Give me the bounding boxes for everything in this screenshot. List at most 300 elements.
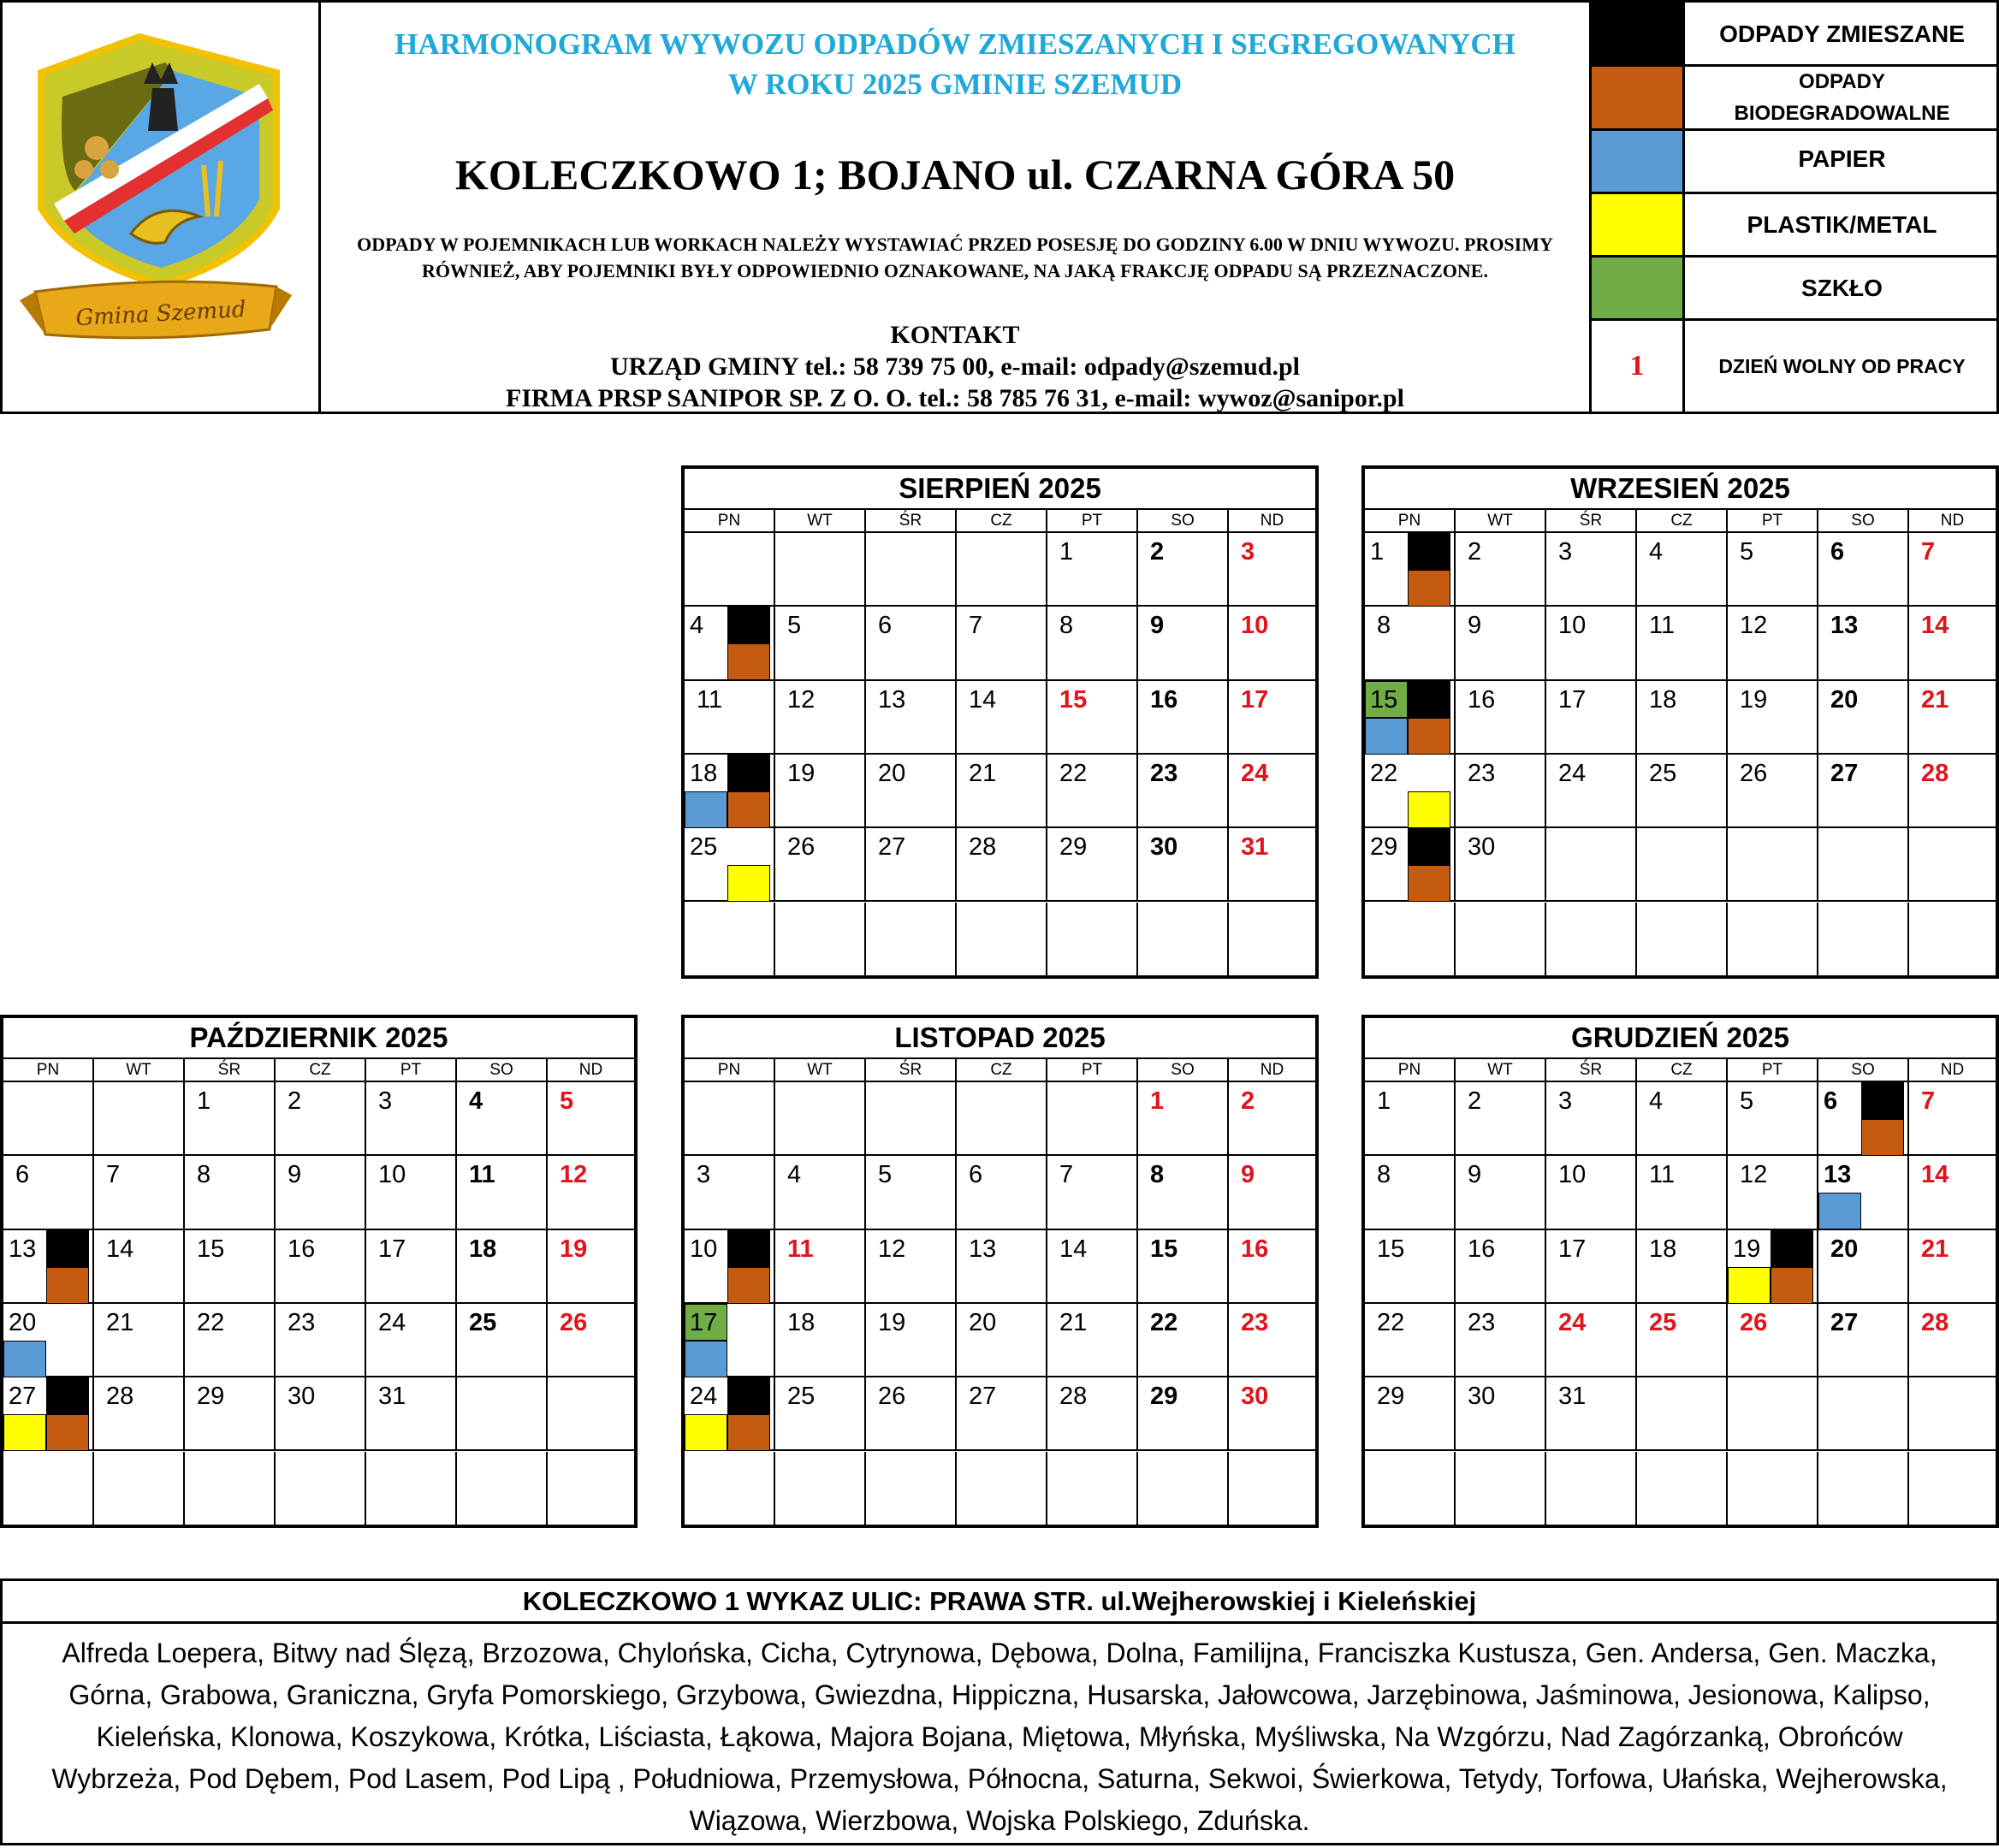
weekday-header: ND [548,1059,634,1082]
day-number: 12 [878,1235,906,1263]
day-cell [1818,681,1909,755]
day-cell [866,1156,957,1229]
day-number: 19 [560,1235,588,1263]
pickup-mixed-marker [1861,1082,1904,1119]
day-number: 7 [1921,1087,1936,1115]
weekday-header: ŚR [866,510,957,533]
weekday-header: PN [685,1059,775,1082]
day-cell [1728,1156,1818,1229]
day-cell [548,1082,634,1156]
day-number: 23 [1468,759,1496,787]
day-cell [1909,828,1996,902]
day-number: 24 [1558,759,1587,787]
day-cell [1047,1082,1138,1156]
weekday-header: ND [1909,510,1996,533]
day-cell [1365,1304,1456,1377]
day-number: 16 [1241,1235,1269,1263]
day-cell [1456,1156,1546,1229]
day-number: 8 [1377,1161,1391,1189]
day-cell [94,1156,185,1229]
day-cell [1456,607,1546,680]
day-number: 13 [1824,1161,1852,1189]
day-cell [1546,607,1637,680]
day-cell [1456,1452,1546,1525]
day-cell [866,533,957,607]
day-cell [1728,681,1818,755]
day-cell [1909,903,1996,976]
day-number: 12 [560,1161,588,1189]
header-center [321,3,1592,412]
contact-company: FIRMA PRSP SANIPOR SP. Z O. O. tel.: 58 785 76 31, e-mail: wywoz@sanipor.pl [506,384,1404,412]
day-number: 27 [1830,759,1859,787]
day-number: 22 [197,1308,225,1336]
day-number: 7 [106,1161,121,1189]
pickup-bio-marker [1408,718,1450,755]
day-cell [1728,533,1818,607]
month-calendar [1361,465,1999,979]
legend-swatch-plastic [1592,194,1682,258]
street-list: Alfreda Loepera, Bitwy nad Ślęzą, Brzozowa, Chylońska, Cicha, Cytrynowa, Dębowa, Dolna, Familijna, Franciszka Kustusza, Gen. Andersa, Gen. Maczka, Górna, Grabowa, Graniczna, Gryfa Pomorskiego, Grzybowa, Gwiezdna, Hippiczna, Husarska, Jałowcowa, Jarzębinowa, Jaśminowa, Jesionowa, Kalipso, Kieleńska, Klonowa, Koszykowa, Krótka, Liściasta, Łąkowa, Majora Bojana, Miętowa, Młyńska, Myśliwska, Na Wzgórzu, Nad Zagórzanką, Obrońców Wybrzeża, Pod Dębem, Pod Lasem, Pod Lipą , Południowa, Przemysłowa, Północna, Saturna, Sekwoi, Świerkowa, Tetydy, Torfowa, Ułańska, Wejherowska, Wiązowa, Wierzbowa, Wojska Polskiego, Zduńska. [51,1638,1948,1836]
day-number: 21 [1059,1308,1088,1336]
day-cell [866,1304,957,1377]
day-number: 9 [1150,612,1165,640]
day-number: 26 [878,1383,906,1411]
day-number: 10 [1241,612,1269,640]
day-cell [1818,903,1909,976]
day-cell [1047,1156,1138,1229]
day-cell [1546,1304,1637,1377]
day-number: 3 [378,1087,393,1115]
day-cell [1229,607,1315,680]
day-number: 7 [969,612,983,640]
month-title: LISTOPAD 2025 [685,1018,1315,1059]
pickup-bio-marker [1408,865,1450,902]
day-cell [775,903,866,976]
header [0,0,1999,414]
day-number: 4 [469,1087,483,1115]
day-number: 24 [378,1308,406,1336]
weekday-header: CZ [957,510,1047,533]
day-number: 30 [288,1383,316,1411]
day-number: 2 [1241,1087,1255,1115]
day-cell [957,1156,1047,1229]
day-number: 14 [1059,1235,1088,1263]
day-cell [366,1304,457,1377]
weekday-header: ŚR [1546,1059,1637,1082]
day-number: 5 [878,1161,893,1189]
day-cell [276,1304,366,1377]
day-number: 12 [1740,1161,1768,1189]
weekday-header: CZ [276,1059,366,1082]
day-cell [1365,533,1456,607]
day-number: 16 [1150,685,1178,714]
day-cell [1456,681,1546,755]
day-number: 27 [1830,1308,1859,1336]
day-cell [1456,903,1546,976]
day-cell [457,1377,548,1451]
day-cell [775,681,866,755]
day-number: 1 [1150,1087,1165,1115]
day-cell [685,1452,775,1525]
day-cell [276,1377,366,1451]
day-cell [685,533,775,607]
day-number: 6 [878,612,893,640]
day-number: 2 [1150,538,1165,566]
day-cell [866,903,957,976]
pickup-paper-marker [685,1341,727,1377]
day-number: 10 [378,1161,406,1189]
day-number: 2 [1468,1087,1482,1115]
pickup-mixed-marker [1408,681,1450,718]
day-cell [276,1230,366,1304]
day-cell [957,1377,1047,1451]
day-cell [185,1377,276,1451]
day-cell [1138,681,1229,755]
weekday-header: PT [1728,1059,1818,1082]
day-number: 31 [378,1383,406,1411]
day-cell [366,1156,457,1229]
day-number: 9 [1468,1161,1482,1189]
day-cell [1818,828,1909,902]
day-number: 21 [1921,685,1949,714]
pickup-mixed-marker [727,755,770,791]
day-cell [1229,1377,1315,1451]
day-cell [1229,681,1315,755]
day-number: 8 [197,1161,211,1189]
day-cell [1365,1377,1456,1451]
weekday-header: PN [1365,510,1456,533]
day-cell [685,755,775,828]
day-cell [957,1082,1047,1156]
weekday-header: SO [457,1059,548,1082]
day-number: 6 [15,1161,30,1189]
day-number: 30 [1468,833,1496,862]
weekday-header: ŚR [866,1059,957,1082]
day-number: 26 [1740,759,1768,787]
day-number: 15 [1059,685,1088,714]
weekday-header: PT [1047,510,1138,533]
day-cell [1637,1156,1728,1229]
pickup-bio-marker [727,791,770,828]
legend-label-paper: PAPIER [1682,131,1999,194]
day-cell [457,1452,548,1525]
pickup-mixed-marker [727,1377,770,1414]
weekday-header: SO [1138,510,1229,533]
day-cell [185,1452,276,1525]
day-cell [775,1304,866,1377]
day-cell [1365,755,1456,828]
day-cell [685,1156,775,1229]
day-cell [3,1082,94,1156]
day-cell [94,1230,185,1304]
day-number: 14 [1921,1161,1949,1189]
legend-label-glass: SZKŁO [1682,258,1999,321]
day-cell [94,1082,185,1156]
day-cell [1546,755,1637,828]
day-cell [457,1156,548,1229]
weekday-header: SO [1818,1059,1909,1082]
day-cell [1456,533,1546,607]
day-number: 23 [288,1308,316,1336]
day-number: 12 [787,685,816,714]
day-number: 16 [1468,1235,1496,1263]
day-cell [1047,755,1138,828]
legend-swatch-mixed [1592,3,1682,67]
day-number: 5 [1740,1087,1754,1115]
day-cell [366,1377,457,1451]
day-cell [685,1230,775,1304]
gmina-coat-of-arms-logo [3,3,321,412]
day-cell [1728,1304,1818,1377]
day-cell [1637,607,1728,680]
day-cell [775,533,866,607]
day-number: 19 [878,1308,906,1336]
day-cell [1229,1230,1315,1304]
day-number: 5 [1740,538,1754,566]
day-cell [957,533,1047,607]
day-number: 5 [787,612,802,640]
day-number: 23 [1468,1308,1496,1336]
day-number: 7 [1921,538,1936,566]
pickup-plastic-marker [685,1414,727,1451]
day-cell [957,607,1047,680]
day-number: 28 [1921,759,1949,787]
day-cell [1728,755,1818,828]
notice-text: ODPADY W POJEMNIKACH LUB WORKACH NALEŻY WYSTAWIAĆ PRZED POSESJĘ DO GODZINY 6.00 W DNIU WYWOZU. PROSIMY RÓWNIEŻ, ABY POJEMNIKI BYŁY ODPOWIEDNIO OZNAKOWANE, NA JAKĄ FRAKCJĘ ODPADU SĄ PRZEZNACZONE. [357,234,1553,281]
day-cell [1138,607,1229,680]
day-cell [1365,681,1456,755]
day-number: 24 [690,1383,718,1411]
day-cell [1047,681,1138,755]
day-cell [1909,1452,1996,1525]
day-number: 1 [1377,1087,1391,1115]
day-number: 27 [969,1383,997,1411]
day-cell [866,1452,957,1525]
day-number: 16 [288,1235,316,1263]
day-cell [1637,1304,1728,1377]
day-number: 31 [1241,833,1269,862]
day-cell [3,1377,94,1451]
day-cell [1909,681,1996,755]
day-number: 10 [1558,612,1587,640]
pickup-paper-marker [3,1341,46,1377]
day-cell [1365,1452,1456,1525]
day-number: 11 [1649,1161,1676,1189]
day-number: 13 [1830,612,1859,640]
legend-swatch-paper [1592,131,1682,194]
day-cell [1138,1304,1229,1377]
day-cell [957,755,1047,828]
day-cell [957,903,1047,976]
day-cell [685,1304,775,1377]
day-cell [1229,533,1315,607]
day-number: 13 [878,685,906,714]
day-cell [1728,1230,1818,1304]
weekday-header: WT [1456,1059,1546,1082]
day-number: 25 [1649,759,1677,787]
contact-heading: KONTAKT [890,321,1020,349]
day-number: 28 [1921,1308,1949,1336]
day-number: 26 [1740,1308,1768,1336]
weekday-header: SO [1138,1059,1229,1082]
day-cell [1138,755,1229,828]
day-number: 21 [106,1308,134,1336]
day-number: 14 [106,1235,134,1263]
contact-office: URZĄD GMINY tel.: 58 739 75 00, e-mail: odpady@szemud.pl [610,352,1300,381]
day-number: 11 [469,1161,495,1189]
day-cell [1909,607,1996,680]
day-cell [1818,1156,1909,1229]
day-cell [775,1452,866,1525]
day-number: 18 [469,1235,497,1263]
day-cell [866,607,957,680]
day-number: 1 [1059,538,1074,566]
day-cell [276,1156,366,1229]
day-cell [775,828,866,902]
day-cell [1637,1230,1728,1304]
day-cell [866,1082,957,1156]
day-cell [1229,1082,1315,1156]
pickup-bio-marker [1771,1267,1813,1304]
street-list-title: KOLECZKOWO 1 WYKAZ ULIC: PRAWA STR. ul.Wejherowskiej i Kieleńskiej [3,1581,1996,1624]
day-number: 18 [787,1308,816,1336]
day-cell [94,1377,185,1451]
day-number: 18 [1649,685,1677,714]
day-cell [1365,1156,1456,1229]
day-number: 9 [288,1161,302,1189]
day-cell [1546,1082,1637,1156]
day-cell [366,1230,457,1304]
day-cell [1637,1452,1728,1525]
day-cell [1818,1377,1909,1451]
day-number: 20 [9,1308,37,1336]
day-number: 7 [1059,1161,1074,1189]
day-cell [1909,1156,1996,1229]
day-cell [1546,1156,1637,1229]
weekday-header: ŚR [1546,510,1637,533]
day-cell [1138,828,1229,902]
pickup-bio-marker [1861,1119,1904,1156]
day-cell [1728,1082,1818,1156]
day-number: 4 [1649,1087,1664,1115]
day-number: 20 [1830,1235,1859,1263]
legend-holiday-sample [1592,321,1682,412]
weekday-header: PT [1047,1059,1138,1082]
holiday-sample-number: 1 [1629,350,1645,382]
day-number: 13 [9,1235,37,1263]
day-cell [1456,1082,1546,1156]
day-number: 17 [378,1235,406,1263]
day-number: 15 [1377,1235,1405,1263]
day-number: 30 [1241,1383,1269,1411]
day-number: 31 [1558,1383,1587,1411]
day-cell [3,1156,94,1229]
day-cell [957,1452,1047,1525]
day-number: 30 [1150,833,1178,862]
day-number: 26 [787,833,816,862]
day-cell [1818,1082,1909,1156]
weekday-header: ND [1229,1059,1315,1082]
day-cell [185,1304,276,1377]
day-cell [1138,1156,1229,1229]
pickup-bio-marker [727,1267,770,1304]
day-number: 24 [1241,759,1269,787]
month-calendar [0,1015,638,1528]
day-number: 28 [969,833,997,862]
day-number: 9 [1241,1161,1255,1189]
schedule-title-line2: W ROKU 2025 GMINIE SZEMUD [727,68,1183,101]
day-number: 17 [1558,685,1587,714]
weekday-header: PN [3,1059,94,1082]
pickup-bio-marker [727,1414,770,1451]
street-list-box [0,1578,1999,1845]
day-number: 22 [1059,759,1088,787]
day-cell [685,1082,775,1156]
day-number: 29 [1377,1383,1405,1411]
day-number: 20 [969,1308,997,1336]
day-cell [1637,828,1728,902]
day-cell [1546,533,1637,607]
day-number: 29 [1059,833,1088,862]
location-title: KOLECZKOWO 1; BOJANO ul. CZARNA GÓRA 50 [454,151,1456,198]
day-number: 8 [1059,612,1074,640]
day-number: 18 [1649,1235,1677,1263]
day-number: 19 [787,759,816,787]
day-cell [548,1156,634,1229]
day-number: 18 [690,759,718,787]
day-cell [457,1082,548,1156]
day-cell [3,1304,94,1377]
day-cell [457,1230,548,1304]
day-cell [685,903,775,976]
pickup-bio-marker [46,1267,89,1304]
day-number: 2 [288,1087,302,1115]
day-number: 14 [1921,612,1949,640]
day-number: 2 [1468,538,1482,566]
day-number: 24 [1558,1308,1587,1336]
day-number: 29 [197,1383,225,1411]
day-cell [1818,607,1909,680]
weekday-header: ND [1909,1059,1996,1082]
weekday-header: CZ [1637,1059,1728,1082]
day-number: 8 [1377,612,1391,640]
pickup-paper-marker [1365,718,1408,755]
day-number: 11 [697,685,723,714]
day-cell [866,681,957,755]
day-number: 6 [1830,538,1845,566]
day-cell [1728,1452,1818,1525]
day-cell [1546,1230,1637,1304]
day-number: 19 [1733,1235,1761,1263]
day-number: 4 [690,612,704,640]
day-cell [1456,1304,1546,1377]
day-cell [1637,755,1728,828]
day-cell [1818,755,1909,828]
day-number: 4 [1649,538,1664,566]
weekday-header: PN [1365,1059,1456,1082]
pickup-bio-marker [727,643,770,680]
day-number: 30 [1468,1383,1496,1411]
month-title: SIERPIEŃ 2025 [685,469,1315,510]
day-cell [1909,1377,1996,1451]
day-cell [775,1230,866,1304]
pickup-bio-marker [1408,570,1450,607]
day-cell [1365,903,1456,976]
day-number: 8 [1150,1161,1165,1189]
day-cell [866,828,957,902]
day-number: 3 [1241,538,1255,566]
day-number: 25 [690,833,718,862]
